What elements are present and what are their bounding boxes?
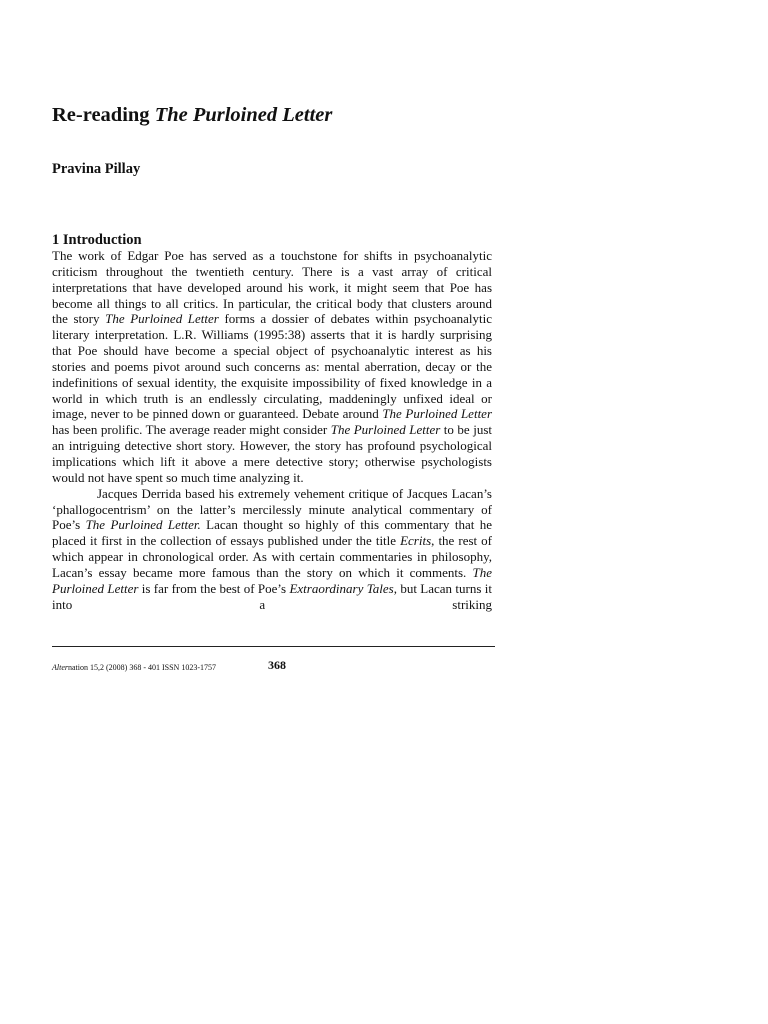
title-italic: The Purloined Letter	[154, 104, 333, 126]
text-run: is far from the best of Poe’s	[138, 580, 290, 596]
text-run: Jacques Derrida based his extremely vehement critique of Jacques Lacan’s ‘phallogocentrism’ on the latter’s mercilessly minute analytical commentary of Poe’s	[52, 485, 492, 533]
footer-citation	[52, 663, 216, 673]
text-run: has been prolific. The average reader might consider	[52, 422, 331, 438]
journal-name-rest: nation	[68, 663, 88, 672]
text-run: forms a dossier of debates within psychoanalytic literary interpretation. L.R. Williams (1995:38) asserts that it is hardly surprising that Poe should have become a special object of psychoanalytic interest as his stories and poems pivot around such concerns as: mental aberration, decay or the indefinitions of sexual identity, the exquisite impossibility of fixed knowledge in a world in which truth is an endlessly circulating, maddeningly unfixed ideal or image, never to be pinned down or guaranteed. Debate around	[52, 311, 493, 422]
article-title	[52, 102, 332, 128]
paragraph-2	[52, 486, 492, 613]
text-run: , the rest of which appear in chronological order. As with certain commentaries in philosophy, Lacan’s essay became more famous than the story on which it comments.	[52, 533, 492, 580]
page-footer	[52, 657, 495, 677]
text-run: Lacan thought so highly of this commentary that he placed it first in the collection of essays published under the title	[52, 517, 493, 549]
title-prefix: Re-reading	[52, 104, 155, 126]
footer-divider	[52, 646, 495, 647]
text-run: The work of Edgar Poe has served as a touchstone for shifts in psychoanalytic criticism throughout the twentieth century. There is a vast array of critical interpretations that have developed around his work, it might seem that Poe has become all things to all critics. In particular, the critical body that clusters around the story	[52, 248, 492, 327]
section-heading: 1 Introduction	[52, 232, 142, 248]
text-run: , but Lacan turns it into a striking	[52, 580, 492, 612]
text-run: to be just an intriguing detective short story. However, the story has profound psychological implications which lift it above a mere detective story; otherwise psychologists would not have spent so much time analyzing it.	[52, 422, 492, 485]
body-text	[52, 248, 492, 612]
italic-title-run: The Purloined Letter	[105, 311, 219, 327]
italic-title-run: Ecrits	[400, 533, 432, 549]
italic-title-run: The Purloined Letter	[382, 406, 493, 422]
journal-name-italic: Alter	[52, 663, 68, 672]
italic-title-run: Extraordinary Tales	[289, 580, 394, 596]
paragraph-1	[52, 248, 492, 486]
italic-title-run: The Purloined Letter	[330, 422, 441, 438]
citation-details: 15,2 (2008) 368 - 401 ISSN 1023-1757	[88, 663, 216, 672]
page-number: 368	[268, 658, 286, 672]
italic-title-run: The Purloined Letter.	[85, 517, 201, 533]
author-name: Pravina Pillay	[52, 161, 141, 177]
italic-title-run: The Purloined Letter	[52, 564, 492, 596]
